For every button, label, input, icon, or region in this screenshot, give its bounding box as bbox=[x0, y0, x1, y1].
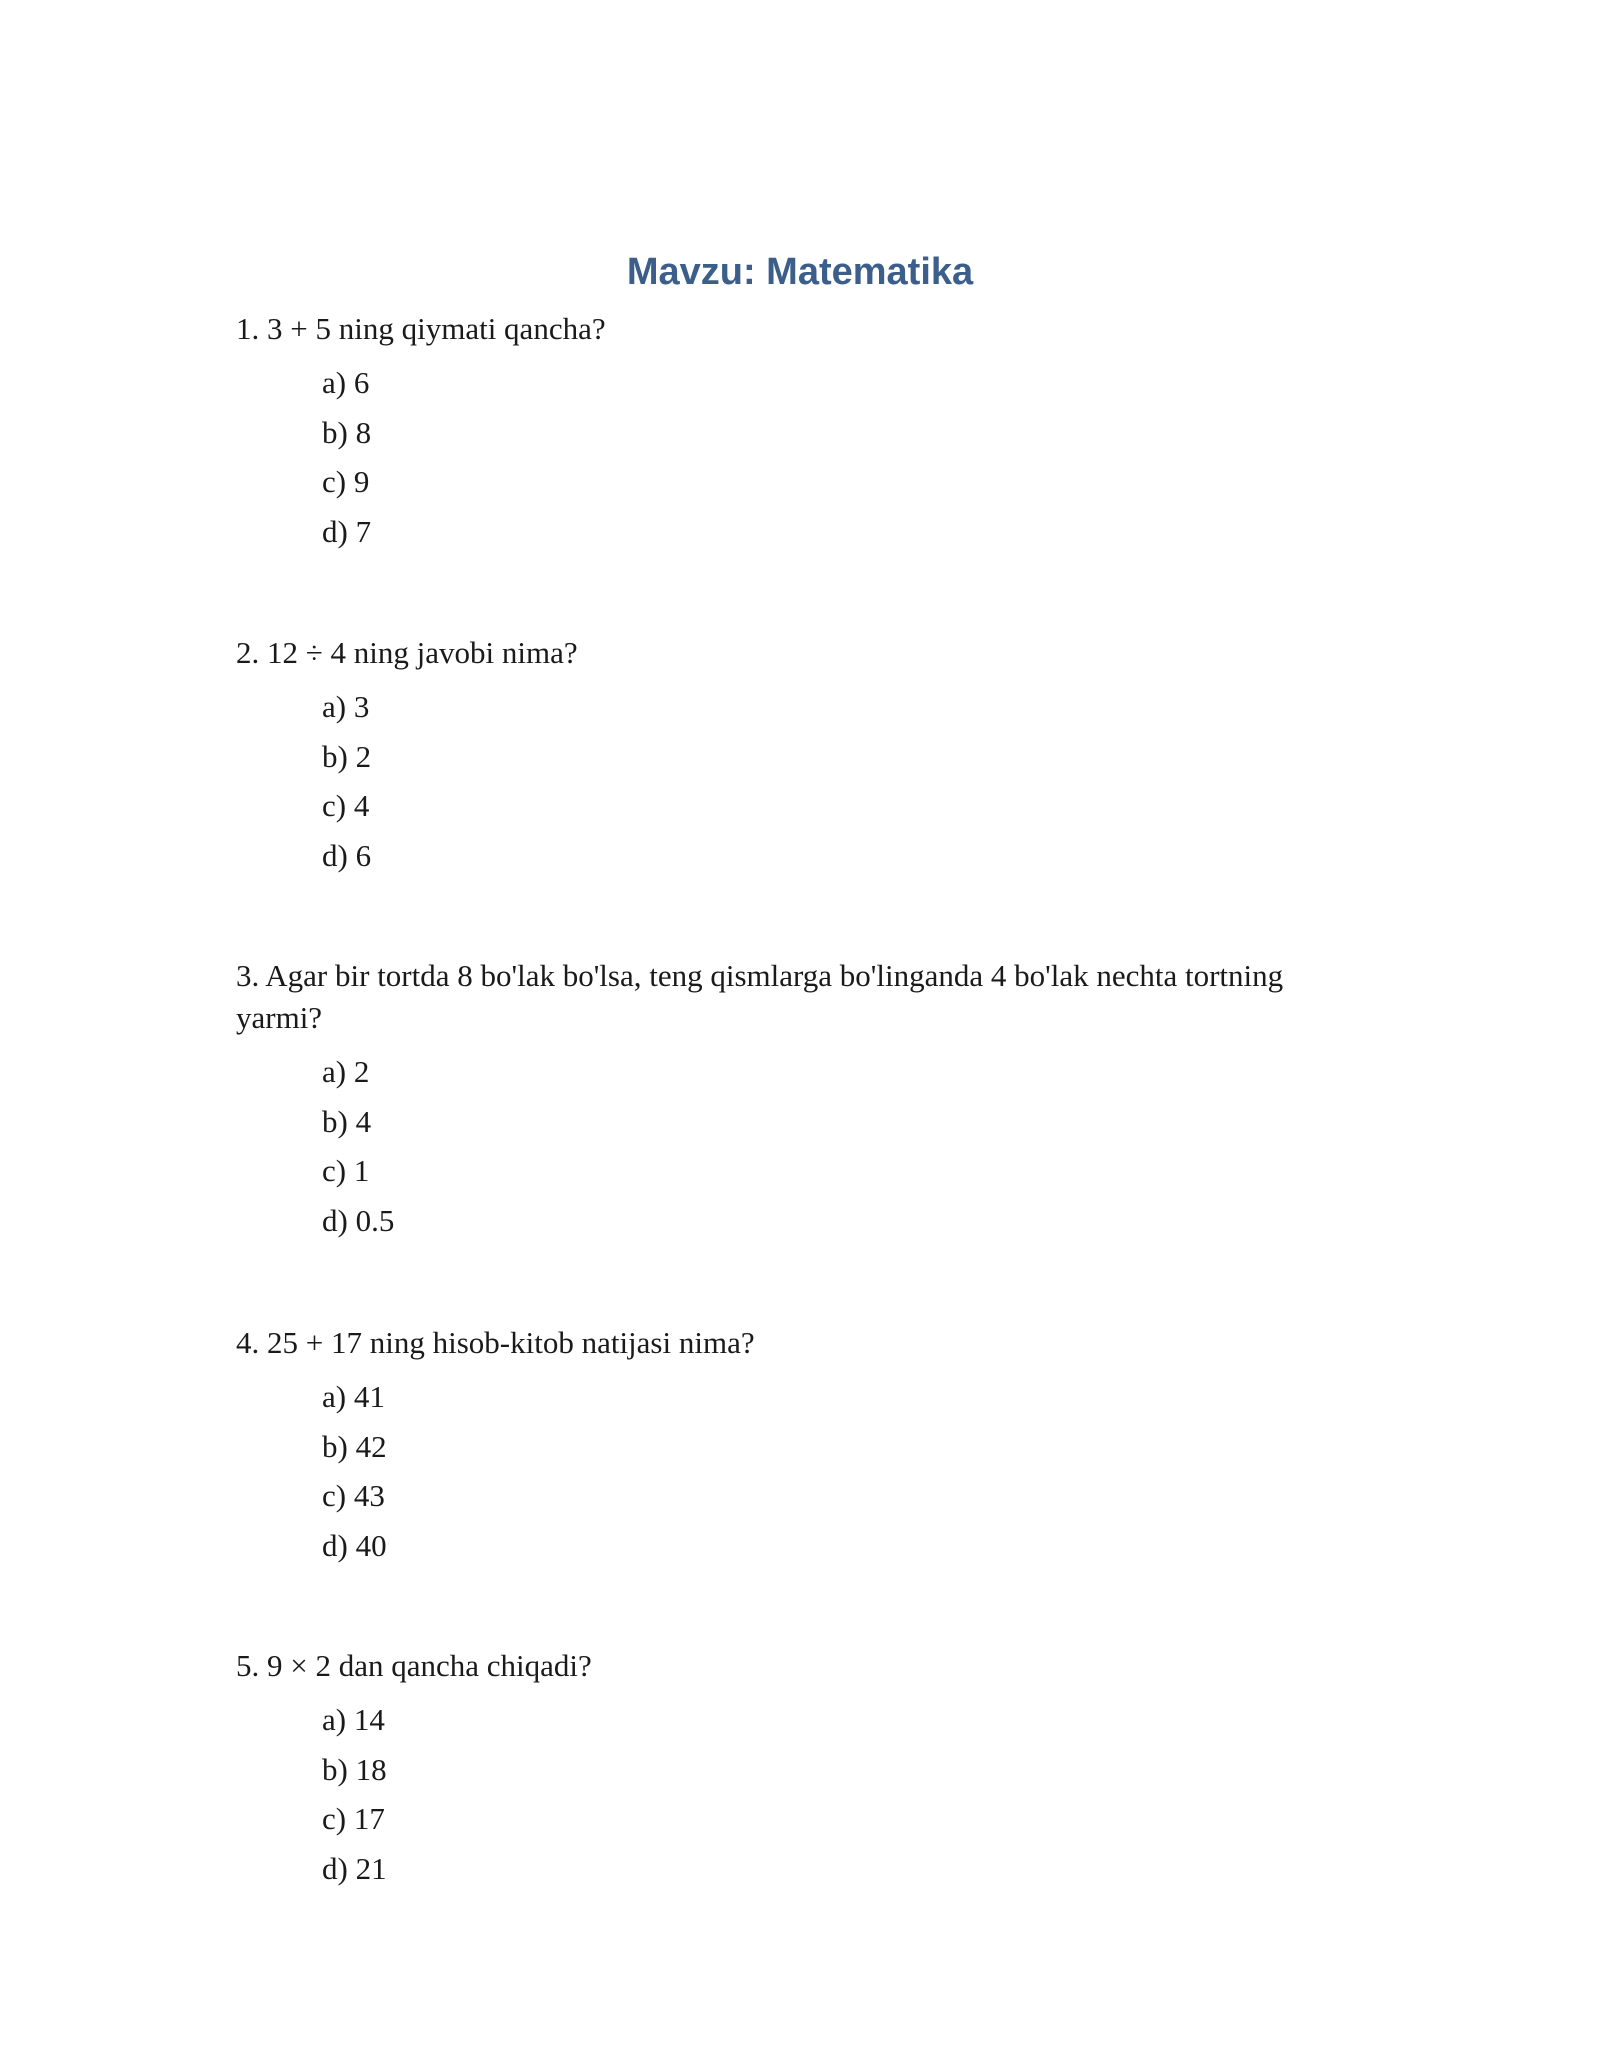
option-a: a) 6 bbox=[322, 365, 370, 400]
answer-options bbox=[236, 1372, 1336, 1570]
option-b: b) 42 bbox=[322, 1428, 387, 1464]
option-d: d) 21 bbox=[322, 1850, 387, 1886]
question-3 bbox=[236, 955, 1336, 1245]
question-text: 4. 25 + 17 ning hisob-kitob natijasi nima? bbox=[236, 1325, 755, 1360]
answer-options bbox=[236, 1695, 1336, 1893]
question-5 bbox=[236, 1645, 1336, 1893]
page-title: Mavzu: Matematika bbox=[626, 251, 974, 293]
option-d: d) 40 bbox=[322, 1527, 387, 1563]
option-a: a) 3 bbox=[322, 689, 370, 724]
answer-options bbox=[236, 358, 1336, 556]
option-b: b) 4 bbox=[322, 1103, 372, 1139]
option-c: c) 4 bbox=[322, 788, 370, 823]
answer-options bbox=[236, 1047, 1336, 1245]
question-text: 3. Agar bir tortda 8 bo'lak bo'lsa, teng qismlarga bo'linganda 4 bo'lak nechta tortning yarmi? bbox=[236, 958, 1284, 1035]
option-d: d) 6 bbox=[322, 837, 372, 873]
question-text: 2. 12 ÷ 4 ning javobi nima? bbox=[236, 635, 578, 670]
question-1 bbox=[236, 308, 1336, 556]
option-d: d) 7 bbox=[322, 513, 372, 549]
question-4 bbox=[236, 1322, 1336, 1570]
option-c: c) 1 bbox=[322, 1153, 370, 1188]
option-a: a) 2 bbox=[322, 1054, 370, 1089]
question-2 bbox=[236, 632, 1336, 880]
question-text: 5. 9 × 2 dan qancha chiqadi? bbox=[236, 1648, 592, 1683]
answer-options bbox=[236, 682, 1336, 880]
option-c: c) 17 bbox=[322, 1801, 385, 1836]
option-b: b) 8 bbox=[322, 414, 372, 450]
question-text: 1. 3 + 5 ning qiymati qancha? bbox=[236, 311, 606, 346]
option-d: d) 0.5 bbox=[322, 1202, 395, 1238]
option-a: a) 14 bbox=[322, 1702, 385, 1737]
option-c: c) 9 bbox=[322, 464, 370, 499]
option-c: c) 43 bbox=[322, 1478, 385, 1513]
option-b: b) 18 bbox=[322, 1751, 387, 1787]
option-b: b) 2 bbox=[322, 738, 372, 774]
option-a: a) 41 bbox=[322, 1379, 385, 1414]
